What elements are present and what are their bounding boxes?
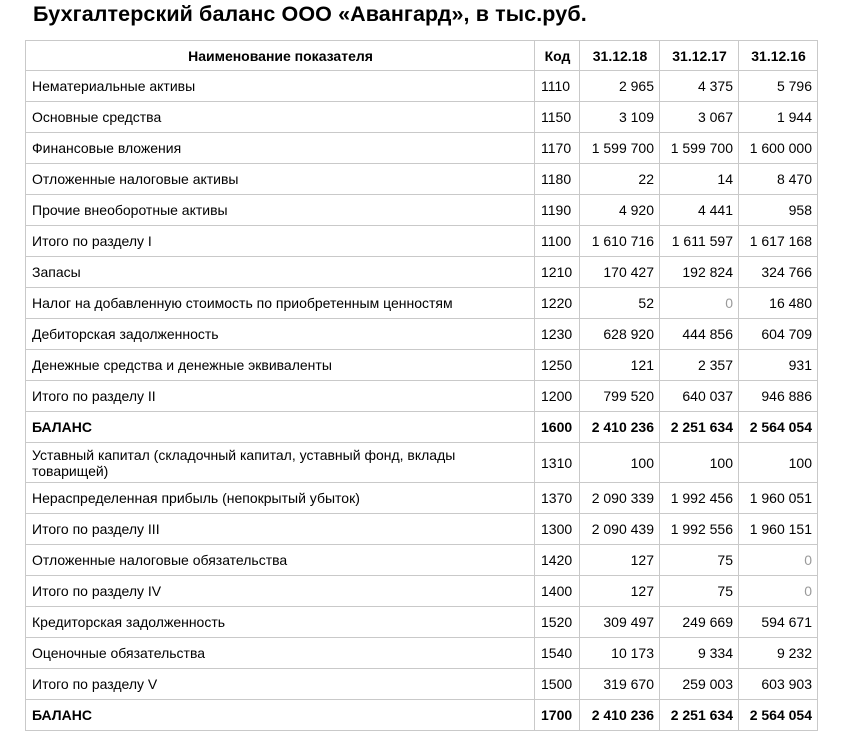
table-row [26, 381, 818, 412]
row-name-cell: Итого по разделу I [26, 226, 535, 257]
table-row [26, 576, 818, 607]
row-value-2017: 14 [660, 164, 739, 195]
row-value-2016: 0 [739, 576, 818, 607]
row-name-cell: Нераспределенная прибыль (непокрытый убыток) [26, 483, 535, 514]
row-value-2018: 52 [580, 288, 660, 319]
row-name-cell: Налог на добавленную стоимость по приобретенным ценностям [26, 288, 535, 319]
row-name-cell: Итого по разделу V [26, 669, 535, 700]
row-value-2017: 2 357 [660, 350, 739, 381]
row-code-cell: 1230 [535, 319, 580, 350]
row-value-2018: 2 090 439 [580, 514, 660, 545]
row-value-2018: 121 [580, 350, 660, 381]
balance-table [25, 40, 818, 731]
table-row [26, 412, 818, 443]
table-row [26, 514, 818, 545]
table-row [26, 195, 818, 226]
row-value-2018: 4 920 [580, 195, 660, 226]
row-value-2018: 1 599 700 [580, 133, 660, 164]
row-value-2016: 8 470 [739, 164, 818, 195]
row-value-2016: 2 564 054 [739, 700, 818, 731]
row-value-2016: 5 796 [739, 71, 818, 102]
table-row [26, 545, 818, 576]
row-value-2017: 3 067 [660, 102, 739, 133]
row-value-2016: 1 960 051 [739, 483, 818, 514]
row-value-2016: 100 [739, 443, 818, 483]
table-row [26, 638, 818, 669]
row-value-2016: 1 960 151 [739, 514, 818, 545]
row-code-cell: 1150 [535, 102, 580, 133]
row-name-cell: Отложенные налоговые активы [26, 164, 535, 195]
row-value-2017: 4 441 [660, 195, 739, 226]
row-value-2018: 319 670 [580, 669, 660, 700]
row-value-2017: 1 992 456 [660, 483, 739, 514]
row-value-2017: 4 375 [660, 71, 739, 102]
row-code-cell: 1520 [535, 607, 580, 638]
row-value-2017: 192 824 [660, 257, 739, 288]
row-code-cell: 1180 [535, 164, 580, 195]
table-row [26, 443, 818, 483]
table-row [26, 71, 818, 102]
header-code: Код [535, 41, 580, 71]
row-value-2017: 259 003 [660, 669, 739, 700]
table-row [26, 133, 818, 164]
row-value-2016: 2 564 054 [739, 412, 818, 443]
row-name-cell: Отложенные налоговые обязательства [26, 545, 535, 576]
row-name-cell: Кредиторская задолженность [26, 607, 535, 638]
row-name-cell: Оценочные обязательства [26, 638, 535, 669]
row-value-2017: 444 856 [660, 319, 739, 350]
row-value-2018: 2 965 [580, 71, 660, 102]
row-name-cell: Итого по разделу IV [26, 576, 535, 607]
row-code-cell: 1200 [535, 381, 580, 412]
row-value-2016: 324 766 [739, 257, 818, 288]
row-code-cell: 1310 [535, 443, 580, 483]
row-value-2016: 603 903 [739, 669, 818, 700]
row-value-2018: 127 [580, 545, 660, 576]
row-value-2017: 1 599 700 [660, 133, 739, 164]
row-value-2018: 309 497 [580, 607, 660, 638]
row-value-2017: 100 [660, 443, 739, 483]
table-row [26, 607, 818, 638]
row-code-cell: 1540 [535, 638, 580, 669]
row-value-2016: 594 671 [739, 607, 818, 638]
row-value-2016: 1 617 168 [739, 226, 818, 257]
row-value-2017: 75 [660, 576, 739, 607]
row-value-2016: 1 600 000 [739, 133, 818, 164]
row-name-cell: Прочие внеоборотные активы [26, 195, 535, 226]
table-body [26, 71, 818, 731]
row-value-2016: 9 232 [739, 638, 818, 669]
header-2016: 31.12.16 [739, 41, 818, 71]
row-value-2016: 946 886 [739, 381, 818, 412]
row-value-2018: 22 [580, 164, 660, 195]
row-name-cell: БАЛАНС [26, 412, 535, 443]
row-value-2016: 16 480 [739, 288, 818, 319]
row-name-cell: Итого по разделу III [26, 514, 535, 545]
row-value-2017: 2 251 634 [660, 700, 739, 731]
row-value-2016: 958 [739, 195, 818, 226]
row-code-cell: 1110 [535, 71, 580, 102]
row-name-cell: Итого по разделу II [26, 381, 535, 412]
row-value-2018: 2 090 339 [580, 483, 660, 514]
row-code-cell: 1300 [535, 514, 580, 545]
row-value-2016: 604 709 [739, 319, 818, 350]
row-value-2016: 931 [739, 350, 818, 381]
table-row [26, 102, 818, 133]
row-value-2018: 1 610 716 [580, 226, 660, 257]
row-value-2018: 127 [580, 576, 660, 607]
row-code-cell: 1100 [535, 226, 580, 257]
row-code-cell: 1170 [535, 133, 580, 164]
table-row [26, 226, 818, 257]
row-name-cell: БАЛАНС [26, 700, 535, 731]
row-name-cell: Финансовые вложения [26, 133, 535, 164]
row-value-2018: 100 [580, 443, 660, 483]
row-name-cell: Основные средства [26, 102, 535, 133]
table-row [26, 319, 818, 350]
header-2017: 31.12.17 [660, 41, 739, 71]
row-code-cell: 1400 [535, 576, 580, 607]
row-name-cell: Нематериальные активы [26, 71, 535, 102]
row-code-cell: 1190 [535, 195, 580, 226]
table-header-row [26, 41, 818, 71]
row-name-cell: Денежные средства и денежные эквиваленты [26, 350, 535, 381]
table-row [26, 288, 818, 319]
row-value-2018: 2 410 236 [580, 412, 660, 443]
row-value-2018: 3 109 [580, 102, 660, 133]
header-name: Наименование показателя [26, 41, 535, 71]
row-value-2017: 9 334 [660, 638, 739, 669]
row-name-cell: Дебиторская задолженность [26, 319, 535, 350]
table-row [26, 700, 818, 731]
row-name-cell: Уставный капитал (складочный капитал, уставный фонд, вклады товарищей) [26, 443, 535, 483]
row-value-2018: 628 920 [580, 319, 660, 350]
table-row [26, 483, 818, 514]
table-row [26, 350, 818, 381]
page-title: Бухгалтерский баланс ООО «Авангард», в тыс.руб. [33, 2, 587, 26]
row-code-cell: 1220 [535, 288, 580, 319]
row-code-cell: 1600 [535, 412, 580, 443]
row-code-cell: 1250 [535, 350, 580, 381]
row-value-2017: 249 669 [660, 607, 739, 638]
row-value-2017: 2 251 634 [660, 412, 739, 443]
table-row [26, 164, 818, 195]
header-2018: 31.12.18 [580, 41, 660, 71]
row-value-2016: 0 [739, 545, 818, 576]
row-value-2016: 1 944 [739, 102, 818, 133]
row-value-2017: 1 611 597 [660, 226, 739, 257]
row-code-cell: 1700 [535, 700, 580, 731]
row-value-2018: 170 427 [580, 257, 660, 288]
row-value-2017: 1 992 556 [660, 514, 739, 545]
row-value-2017: 75 [660, 545, 739, 576]
row-value-2018: 10 173 [580, 638, 660, 669]
table-row [26, 257, 818, 288]
row-value-2018: 2 410 236 [580, 700, 660, 731]
row-code-cell: 1420 [535, 545, 580, 576]
row-code-cell: 1210 [535, 257, 580, 288]
row-value-2017: 640 037 [660, 381, 739, 412]
row-value-2018: 799 520 [580, 381, 660, 412]
row-code-cell: 1500 [535, 669, 580, 700]
row-name-cell: Запасы [26, 257, 535, 288]
row-value-2017: 0 [660, 288, 739, 319]
table-row [26, 669, 818, 700]
row-code-cell: 1370 [535, 483, 580, 514]
